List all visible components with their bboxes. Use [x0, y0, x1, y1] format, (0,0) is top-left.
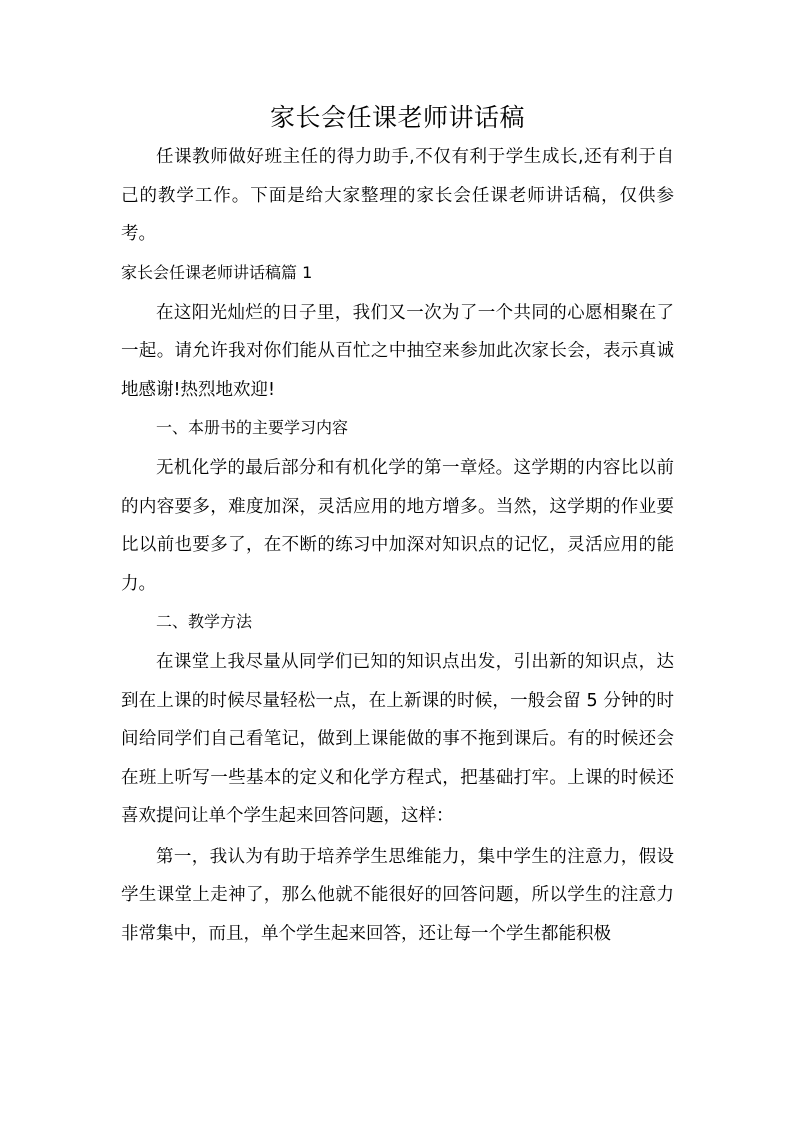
teaching-method-paragraph: 在课堂上我尽量从同学们已知的知识点出发，引出新的知识点，达到在上课的时候尽量轻松一点，在上新课的时候，一般会留 5 分钟的时间给同学们自己看笔记，做到上课能做的事不拖到课后。有的时候还会在班上听写一些基本的定义和化学方程式，把基础打牢。上课的时候还喜欢提问让单个学生起来回答问题，这样： [121, 652, 674, 826]
heading-study-content: 一、本册书的主要学习内容 [156, 418, 349, 437]
heading-teaching-method: 二、教学方法 [156, 612, 253, 631]
document-body [121, 98, 674, 953]
greeting-paragraph: 在这阳光灿烂的日子里，我们又一次为了一个共同的心愿相聚在了一起。请允许我对你们能从百忙之中抽空来参加此次家长会，表示真诚地感谢!热烈地欢迎! [121, 302, 674, 400]
document-title: 家长会任课老师讲话稿 [269, 103, 525, 132]
intro-paragraph: 任课教师做好班主任的得力助手,不仅有利于学生成长,还有利于自己的教学工作。下面是给大家整理的家长会任课老师讲话稿，仅供参考。 [121, 147, 674, 244]
section-heading: 家长会任课老师讲话稿篇 1 [121, 262, 313, 282]
study-content-paragraph: 无机化学的最后部分和有机化学的第一章烃。这学期的内容比以前的内容要多，难度加深，灵活应用的地方增多。当然，这学期的作业要比以前也要多了，在不断的练习中加深对知识点的记忆，灵活应用的能力。 [121, 458, 674, 594]
first-point-paragraph: 第一，我认为有助于培养学生思维能力，集中学生的注意力，假设学生课堂上走神了，那么他就不能很好的回答问题，所以学生的注意力非常集中，而且，单个学生起来回答，还让每一个学生都能积极 [121, 846, 674, 944]
